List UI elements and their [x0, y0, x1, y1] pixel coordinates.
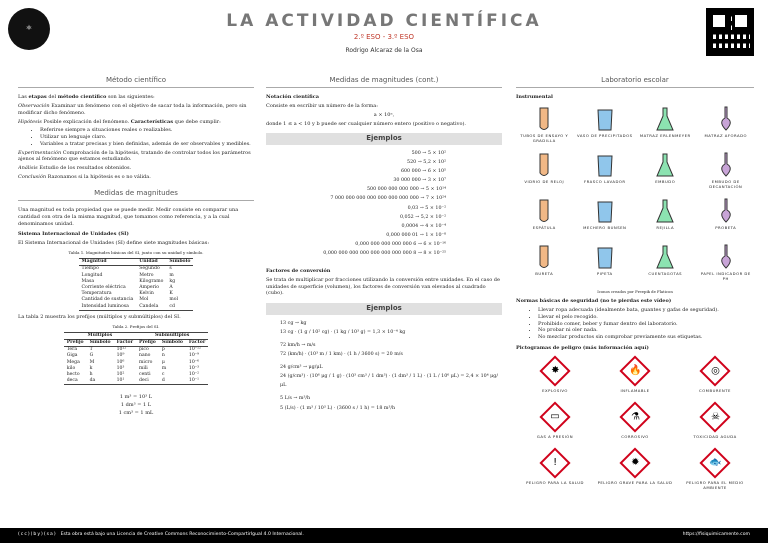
- hazard-pictogram: [516, 448, 594, 492]
- table-cell: Tera: [66, 347, 78, 353]
- si-text: El Sistema Internacional de Unidades (SI) define siete magnitudes básicas:: [18, 240, 210, 247]
- table-cell: Corriente eléctrica: [81, 285, 126, 291]
- hazard-label: COMBURENTE: [699, 387, 731, 393]
- table-cell: mili: [139, 365, 148, 371]
- hazard-diamond-icon: [699, 447, 730, 478]
- instrument-label: VASO DE PRECIPITADOS: [576, 133, 633, 139]
- hazard-label: PELIGRO PARA LA SALUD: [526, 479, 584, 485]
- step-analisis: Análisis Estudio de los resultados obtenidos.: [18, 165, 132, 172]
- equivalence: 1 cm³ = 1 mL: [118, 410, 154, 417]
- lab-instrument-icon: [593, 151, 617, 179]
- instrument-label: PROBETA: [715, 225, 737, 231]
- notation-example: 0,000 000 000 000 000 6 → 6 × 10⁻¹⁶: [355, 241, 446, 247]
- instrument-item: [577, 151, 634, 195]
- step-observacion: Observación Examinar un fenómeno con el objetivo de sacar toda la información, pero sin modificar dicho fenómeno.: [18, 103, 247, 116]
- factores-text: Se trata de multiplicar por fracciones utilizando la conversión entre unidades. En el caso de unidades de superficie (volumen), los factores de conversión van elevados al cuadrado (cubo).: [266, 276, 500, 297]
- list-item: • Prohibido comer, beber y fumar dentro del laboratorio.: [538, 321, 754, 328]
- table-cell: 10²: [116, 372, 125, 378]
- license-notice[interactable]: (cc)(by)(sa) Esta obra está bajo una Licencia de Creative Commons Reconocimiento-CompartirIgual 4.0 Internacional.: [18, 532, 304, 538]
- step-hipotesis: Hipótesis Posible explicación del fenómeno. Características que debe cumplir:: [18, 118, 221, 125]
- conversion-line: 5 L/s → m³/h: [280, 396, 311, 402]
- ejemplos-banner: Ejemplos: [266, 303, 502, 314]
- hazard-glyph: 🐟: [708, 456, 722, 468]
- page-footer: [0, 528, 768, 543]
- hazard-grid: [516, 356, 754, 492]
- table-cell: c: [161, 372, 165, 378]
- instrument-label: VIDRIO DE RELOJ: [524, 179, 565, 185]
- ejemplos-banner: Ejemplos: [266, 133, 502, 144]
- table-cell: Mega: [66, 359, 80, 365]
- hazard-diamond-icon: [539, 355, 570, 386]
- prefijos-text: La tabla 2 muestra los prefijos (múltiplos y submúltiplos) del SI.: [18, 313, 181, 320]
- instrument-item: [637, 105, 694, 149]
- hazard-label: EXPLOSIVO: [542, 387, 568, 393]
- column-metodo: [18, 76, 254, 522]
- instrument-label: MATRAZ AFORADO: [704, 133, 748, 139]
- hazard-diamond-icon: [539, 447, 570, 478]
- conversion-line: 24 (g/cm³) · (10⁶ μg / 1 g) · (10³ cm³ / 1 dm³) · (1 dm³ / 1 L) · (1 L / 10⁶ μL) = 2,4 × 10⁴ μg/μL: [280, 374, 498, 389]
- table-cell: p: [161, 347, 165, 353]
- qr-code-icon[interactable]: [706, 8, 754, 56]
- instrument-item: [698, 197, 755, 241]
- instrument-item: [516, 151, 573, 195]
- notacion-condition: donde 1 ≤ a < 10 y b puede ser cualquier número entero (positivo o negativo).: [266, 120, 466, 127]
- instrumental-heading: Instrumental: [516, 94, 553, 101]
- conversion-line: 5 (L/s) · (1 m³ / 10³ L) · (3600 s / 1 h) = 18 m³/h: [280, 405, 396, 411]
- hazard-label: PELIGRO PARA EL MEDIO AMBIENTE: [686, 479, 744, 490]
- section-title-medidas: Medidas de magnitudes: [18, 189, 254, 201]
- table-group-header: Múltiplos: [64, 332, 136, 339]
- hazard-glyph: ⚗: [630, 410, 640, 422]
- factores-heading: Factores de conversión: [266, 268, 331, 275]
- page-title: LA ACTIVIDAD CIENTÍFICA: [226, 11, 542, 31]
- instrument-item: [516, 197, 573, 241]
- table-header: Magnitud: [79, 259, 137, 266]
- notacion-heading: Notación científica: [266, 94, 319, 101]
- metodo-intro: Las etapas del método científico son las siguientes:: [18, 94, 155, 101]
- instrument-item: [698, 151, 755, 195]
- instrument-item: [577, 197, 634, 241]
- icon-credit[interactable]: Iconos creados por Freepik de Flaticon: [597, 289, 673, 295]
- hazard-glyph: ✸: [550, 364, 560, 376]
- lab-instrument-icon: [593, 105, 617, 133]
- hazard-diamond-icon: [539, 401, 570, 432]
- table-cell: Cantidad de sustancia: [81, 297, 134, 303]
- table-cell: pico: [139, 347, 149, 353]
- notation-example: 0,000 000 01 → 1 × 10⁻⁸: [386, 232, 446, 238]
- instrument-label: EMBUDO DE DECANTACIÓN: [709, 179, 743, 190]
- notation-example: 7 000 000 000 000 000 000 000 000 → 7 × 10²⁴: [330, 196, 446, 202]
- hazard-glyph: ✹: [630, 456, 640, 468]
- column-laboratorio: [516, 76, 754, 522]
- conversion-line: 13 cg → kg: [280, 320, 307, 326]
- list-item: • No mezclar productos sin comprobar previamente sus etiquetas.: [538, 334, 754, 341]
- instrument-item: [577, 105, 634, 149]
- hazard-pictogram: [516, 356, 594, 400]
- table-cell: T: [89, 347, 93, 353]
- table-cell: kilo: [66, 365, 76, 371]
- author: Rodrigo Alcaraz de la Osa: [345, 47, 423, 54]
- hazard-label: INFLAMABLE: [620, 387, 650, 393]
- normas-heading[interactable]: Normas básicas de seguridad (no te pierdas este vídeo): [516, 298, 672, 305]
- table-cell: Segundo: [139, 266, 160, 272]
- table-cell: 10⁻²: [188, 372, 200, 378]
- page-subtitle: 2.º ESO - 3.º ESO: [353, 33, 415, 41]
- instrument-label: TUBOS DE ENSAYO Y GRADILLA: [520, 133, 569, 144]
- lab-instrument-icon: [714, 197, 738, 225]
- table-cell: Amperio: [139, 285, 160, 291]
- table-cell: 10⁻⁶: [188, 359, 200, 365]
- lab-instrument-icon: [532, 151, 556, 179]
- list-item: • No probar ni oler nada.: [538, 327, 754, 334]
- lab-instrument-icon: [532, 105, 556, 133]
- notation-examples: [266, 149, 502, 258]
- table-cell: micro: [139, 359, 153, 365]
- lab-instrument-icon: [653, 105, 677, 133]
- hazard-glyph: 🔥: [628, 364, 642, 376]
- table-cell: Intensidad luminosa: [81, 303, 129, 309]
- notacion-formula: a × 10ⁿ,: [373, 111, 395, 118]
- table-cell: 10⁹: [116, 353, 125, 359]
- instrument-label: MATRAZ ERLENMEYER: [639, 133, 691, 139]
- si-heading: Sistema Internacional de Unidades (SI): [18, 231, 129, 238]
- conversion-examples: [266, 319, 502, 413]
- hazard-glyph: ▭: [550, 410, 560, 422]
- equivalence: 1 dm³ = 1 L: [120, 402, 152, 409]
- page-header: [0, 0, 768, 66]
- hazard-pictogram: [516, 402, 594, 446]
- hazard-diamond-icon: [619, 355, 650, 386]
- instrument-item: [637, 197, 694, 241]
- hazard-glyph: ☠: [710, 410, 720, 422]
- section-title-laboratorio: Laboratorio escolar: [516, 76, 754, 88]
- hazard-diamond-icon: [619, 447, 650, 478]
- table-cell: 10⁻¹: [188, 378, 200, 384]
- step-conclusion: Conclusión Razonamos si la hipótesis es o no válida.: [18, 173, 151, 180]
- notation-example: 520 → 5,2 × 10²: [407, 159, 446, 165]
- instrument-item: [637, 243, 694, 287]
- table-cell: Longitud: [81, 272, 103, 278]
- table-cell: Masa: [81, 278, 95, 284]
- hazard-label: TOXICIDAD AGUDA: [693, 433, 737, 439]
- instrument-item: [516, 105, 573, 149]
- hazard-label: GAS A PRESIÓN: [536, 433, 574, 439]
- hazard-glyph: ◎: [710, 364, 720, 376]
- instrument-label: REJILLA: [656, 225, 675, 231]
- list-item: • Utilizar un lenguaje claro.: [40, 134, 254, 141]
- table-cell: Kelvin: [139, 291, 154, 297]
- hazard-pictogram: [596, 356, 674, 400]
- instrument-label: FRASCO LAVADOR: [583, 179, 626, 185]
- table-cell: s: [169, 266, 172, 272]
- table-cell: da: [89, 378, 96, 384]
- instrument-item: [516, 243, 573, 287]
- table-cell: h: [89, 372, 93, 378]
- table-cell: A: [169, 285, 173, 291]
- table-group-header: Submúltiplos: [136, 332, 208, 339]
- lab-instrument-icon: [532, 243, 556, 271]
- hazard-pictogram: [676, 356, 754, 400]
- step-experimentacion: Experimentación Comprobación de la hipótesis, tratando de controlar todos los parámetros ajenos al fenómeno que estamos estudiando.: [18, 149, 251, 163]
- table-cell: Kilogramo: [139, 278, 164, 284]
- table-header: Prefijo: [64, 340, 87, 347]
- list-item: • Llevar el pelo recogido.: [538, 314, 754, 321]
- instrument-label: CUENTAGOTAS: [648, 271, 683, 277]
- cc-license-icon: (cc)(by)(sa): [18, 532, 57, 538]
- lab-instrument-icon: [532, 197, 556, 225]
- table-cell: 10⁶: [116, 359, 125, 365]
- table-magnitudes: [79, 258, 194, 311]
- conversion-line: 72 km/h → m/s: [280, 342, 316, 348]
- table-row: [64, 378, 209, 385]
- instrument-label: EMBUDO: [655, 179, 676, 185]
- table-cell: deci: [139, 378, 149, 384]
- instrument-label: ESPÁTULA: [532, 225, 556, 231]
- volume-equivalences: [18, 393, 254, 417]
- notation-example: 500 → 5 × 10²: [411, 150, 446, 156]
- hazard-label: PELIGRO GRAVE PARA LA SALUD: [597, 479, 673, 485]
- hazard-glyph: !: [552, 456, 558, 468]
- hazard-pictogram: [596, 402, 674, 446]
- medidas-definition: Una magnitud es toda propiedad que se puede medir. Medir consiste en comparar una cantidad con otra de la misma magnitud, que tomamos como referencia, y a la cual denominamos unidad.: [18, 207, 239, 227]
- hazard-diamond-icon: [699, 355, 730, 386]
- table-cell: 10¹: [116, 378, 125, 384]
- table-cell: kg: [169, 278, 176, 284]
- table2-caption: Tabla 2. Prefijos del SI.: [112, 323, 160, 329]
- table-header: Símbolo: [159, 340, 186, 347]
- list-item: • Variables a tratar precisas y bien definidas, además de ser observables y medibles.: [40, 141, 254, 148]
- instrument-item: [698, 105, 755, 149]
- table-cell: K: [169, 291, 173, 297]
- table-cell: Mol: [139, 297, 149, 303]
- table-cell: nano: [139, 353, 151, 359]
- instrument-label: PIPETA: [596, 271, 613, 277]
- notation-example: 0,052 → 5,2 × 10⁻²: [399, 214, 446, 220]
- notation-example: 0,03 → 5 × 10⁻²: [407, 205, 446, 211]
- notation-example: 0,000 000 000 000 000 000 000 000 8 → 8 × 10⁻²⁵: [323, 251, 446, 257]
- hazard-label: CORROSIVO: [621, 433, 649, 439]
- notation-example: 500 000 000 000 000 → 5 × 10¹⁴: [366, 187, 446, 193]
- conversion-line: 24 g/cm³ → μg/μL: [280, 365, 323, 371]
- notation-example: 600 000 → 6 × 10⁵: [400, 169, 446, 175]
- table-header: Factor: [114, 340, 136, 347]
- table-cell: d: [161, 378, 165, 384]
- table-cell: mol: [169, 297, 179, 303]
- logo-icon: ⚛: [8, 8, 50, 50]
- table-cell: cd: [169, 303, 175, 309]
- list-item: • Referirse siempre a situaciones reales o realizables.: [40, 127, 254, 134]
- instrument-grid: [516, 105, 754, 287]
- hazard-diamond-icon: [699, 401, 730, 432]
- lab-instrument-icon: [653, 197, 677, 225]
- instrument-item: [637, 151, 694, 195]
- table-cell: G: [89, 353, 94, 359]
- site-url[interactable]: https://fisiquimicamente.com: [682, 532, 750, 538]
- table-cell: M: [89, 359, 95, 365]
- table-cell: 10⁻⁹: [188, 353, 200, 359]
- notation-example: 30 000 000 → 3 × 10⁷: [393, 178, 446, 184]
- table-cell: Metro: [139, 272, 154, 278]
- hipotesis-list: [18, 127, 254, 147]
- table-cell: centi: [139, 372, 151, 378]
- table-cell: n: [161, 353, 165, 359]
- notation-example: 0,0004 → 4 × 10⁻⁴: [401, 223, 446, 229]
- table1-caption: Tabla 1. Magnitudes básicas del SI, junto con su unidad y símbolo.: [68, 249, 204, 255]
- lab-instrument-icon: [714, 105, 738, 133]
- normas-list: [516, 307, 754, 341]
- table-cell: hecto: [66, 372, 80, 378]
- table-header: Prefijo: [136, 340, 159, 347]
- lab-instrument-icon: [714, 151, 738, 179]
- lab-instrument-icon: [653, 243, 677, 271]
- table-header: Símbolo: [87, 340, 114, 347]
- conversion-line: 13 cg · (1 g / 10² cg) · (1 kg / 10³ g) = 1,3 × 10⁻⁴ kg: [280, 329, 406, 335]
- pictogramas-heading[interactable]: Pictogramas de peligro (más información aquí): [516, 344, 649, 351]
- instrument-label: PAPEL INDICADOR DE PH: [700, 271, 751, 282]
- table-header: Factor: [186, 340, 208, 347]
- table-cell: 10³: [116, 365, 125, 371]
- equivalence: 1 m³ = 10³ L: [119, 394, 153, 401]
- column-medidas-cont: [266, 76, 502, 522]
- hazard-pictogram: [676, 448, 754, 492]
- table-cell: Candela: [139, 303, 159, 309]
- table-header: Símbolo: [166, 259, 193, 266]
- table-cell: k: [89, 365, 93, 371]
- table-cell: m: [161, 365, 167, 371]
- instrument-item: [698, 243, 755, 287]
- hazard-pictogram: [676, 402, 754, 446]
- table-row: [64, 347, 209, 354]
- table-cell: 10¹²: [116, 347, 127, 353]
- list-item: • Llevar ropa adecuada (idealmente bata, guantes y gafas de seguridad).: [538, 307, 754, 314]
- table-prefijos: [64, 332, 209, 386]
- lab-instrument-icon: [593, 243, 617, 271]
- table-cell: Tiempo: [81, 266, 99, 272]
- section-title-medidas-cont: Medidas de magnitudes (cont.): [266, 76, 502, 88]
- section-title-metodo: Método científico: [18, 76, 254, 88]
- table-cell: 10⁻¹²: [188, 347, 201, 353]
- table-cell: Temperatura: [81, 291, 112, 297]
- table-cell: deca: [66, 378, 78, 384]
- notacion-text: Consiste en escribir un número de la forma:: [266, 103, 378, 110]
- instrument-label: MECHERO BUNSEN: [583, 225, 627, 231]
- table-row: [79, 304, 194, 311]
- table-cell: μ: [161, 359, 165, 365]
- table-cell: 10⁻³: [188, 365, 200, 371]
- conversion-line: 72 (km/h) · (10³ m / 1 km) · (1 h / 3600 s) = 20 m/s: [280, 351, 403, 357]
- table-cell: Giga: [66, 353, 78, 359]
- lab-instrument-icon: [593, 197, 617, 225]
- hazard-pictogram: [596, 448, 674, 492]
- table-cell: m: [169, 272, 174, 278]
- instrument-label: BURETA: [535, 271, 554, 277]
- table-header: Unidad: [136, 259, 166, 266]
- instrument-item: [577, 243, 634, 287]
- hazard-diamond-icon: [619, 401, 650, 432]
- lab-instrument-icon: [653, 151, 677, 179]
- lab-instrument-icon: [714, 243, 738, 271]
- table-row: [79, 266, 194, 273]
